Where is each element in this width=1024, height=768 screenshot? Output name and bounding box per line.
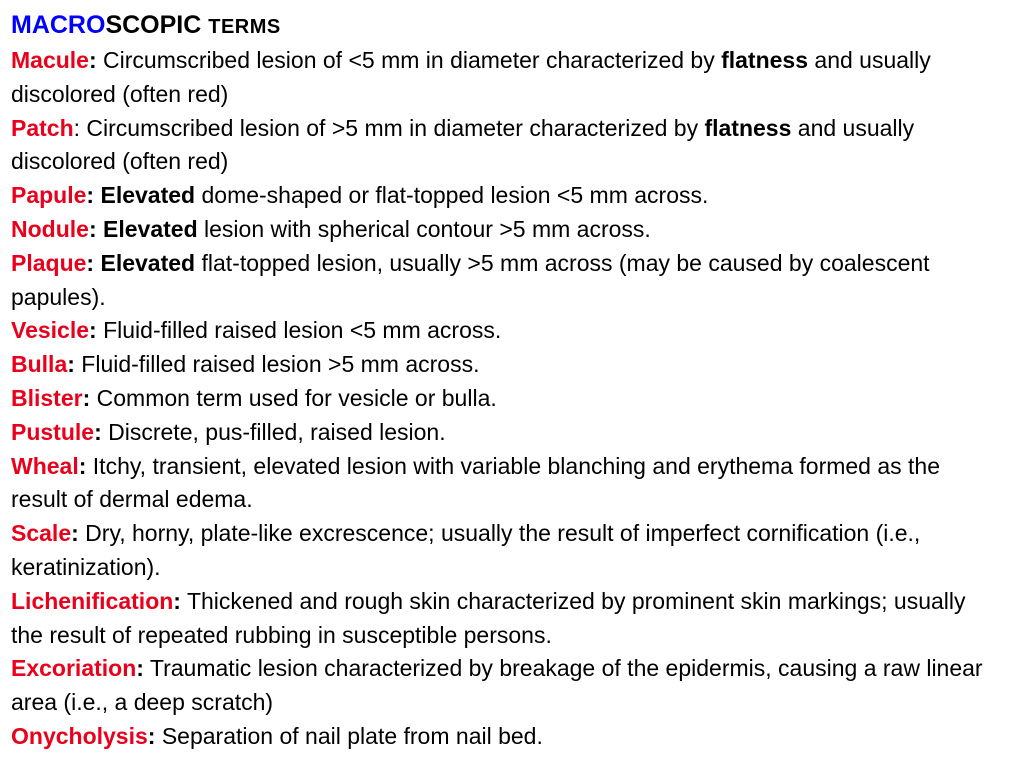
term-name: Plaque <box>11 249 87 276</box>
term-definition: Discrete, pus-filled, raised lesion. <box>101 418 446 445</box>
term-pustule <box>11 416 1001 450</box>
terms-list <box>11 44 1001 754</box>
term-colon: : <box>67 351 75 378</box>
term-definition-cont: flat-topped lesion, usually >5 mm across (may be caused by coalescent papules). <box>11 249 930 310</box>
term-name: Bulla <box>11 351 68 378</box>
term-onycholysis <box>11 720 1001 754</box>
term-patch <box>11 112 1001 180</box>
term-colon: : <box>73 114 81 141</box>
term-colon: : <box>78 452 87 479</box>
term-definition-cont: dome-shaped or flat-topped lesion <5 mm across. <box>195 182 709 209</box>
title-macro: MACRO <box>11 11 106 39</box>
term-name: Onycholysis <box>11 722 148 749</box>
term-plaque <box>11 247 1001 315</box>
term-definition: Separation of nail plate from nail bed. <box>155 722 543 749</box>
term-colon: : <box>89 317 97 344</box>
term-excoriation <box>11 652 1001 720</box>
page-title <box>11 8 1001 44</box>
term-colon: : <box>147 722 156 749</box>
term-definition: Circumscribed lesion of <5 mm in diameter characterized by <box>96 47 722 73</box>
term-emphasis: flatness <box>721 47 809 73</box>
term-lichenification <box>11 585 1001 653</box>
term-definition-cont: and usually discolored (often red) <box>11 47 931 107</box>
term-emphasis: Elevated <box>100 182 196 209</box>
term-scale <box>11 517 1001 585</box>
term-name: Excoriation <box>11 655 137 682</box>
term-name: Blister <box>11 384 83 411</box>
term-vesicle <box>11 314 1001 348</box>
slide <box>11 8 1001 754</box>
term-colon: : <box>94 418 102 445</box>
term-emphasis: Elevated <box>103 215 198 242</box>
term-wheal <box>11 450 1001 518</box>
term-name: Wheal <box>11 452 79 479</box>
term-name: Lichenification <box>11 587 174 614</box>
title-terms: TERMS <box>208 16 281 38</box>
term-colon: : <box>86 249 95 276</box>
term-definition: Dry, horny, plate-like excrescence; usually the result of imperfect cornification (i.e., keratinization). <box>11 520 921 580</box>
term-definition: Traumatic lesion characterized by breakage of the epidermis, causing a raw linear area (i.e., a deep scratch) <box>11 655 983 716</box>
term-definition: Common term used for vesicle or bulla. <box>90 384 497 411</box>
term-name: Scale <box>11 520 72 547</box>
term-macule <box>11 44 1001 112</box>
term-bulla <box>11 348 1001 382</box>
term-definition: Fluid-filled raised lesion <5 mm across. <box>96 317 502 344</box>
term-name: Papule <box>11 182 87 209</box>
term-name: Macule <box>11 47 89 73</box>
term-definition-cont: lesion with spherical contour >5 mm across. <box>197 215 651 242</box>
term-colon: : <box>173 587 181 614</box>
term-colon: : <box>82 384 91 411</box>
term-colon: : <box>88 215 97 242</box>
term-nodule <box>11 213 1001 247</box>
term-papule <box>11 179 1001 213</box>
term-blister <box>11 382 1001 416</box>
term-name: Nodule <box>11 215 89 242</box>
term-emphasis: flatness <box>704 114 792 141</box>
title-scopic: SCOPIC <box>105 11 202 39</box>
term-definition-cont: and usually discolored (often red) <box>11 114 915 175</box>
term-definition: Itchy, transient, elevated lesion with variable blanching and erythema formed as the result of dermal edema. <box>11 452 941 513</box>
term-colon: : <box>71 520 79 547</box>
term-colon: : <box>136 655 144 682</box>
term-name: Pustule <box>11 418 95 445</box>
term-name: Patch <box>11 114 74 141</box>
term-definition: Circumscribed lesion of >5 mm in diameter characterized by <box>80 114 705 141</box>
term-definition: Fluid-filled raised lesion >5 mm across. <box>74 351 480 378</box>
term-colon: : <box>86 182 95 209</box>
term-emphasis: Elevated <box>100 249 196 276</box>
term-name: Vesicle <box>11 317 90 344</box>
term-colon: : <box>88 47 97 73</box>
term-definition: Thickened and rough skin characterized by prominent skin markings; usually the result of repeated rubbing in susceptible persons. <box>11 587 966 648</box>
